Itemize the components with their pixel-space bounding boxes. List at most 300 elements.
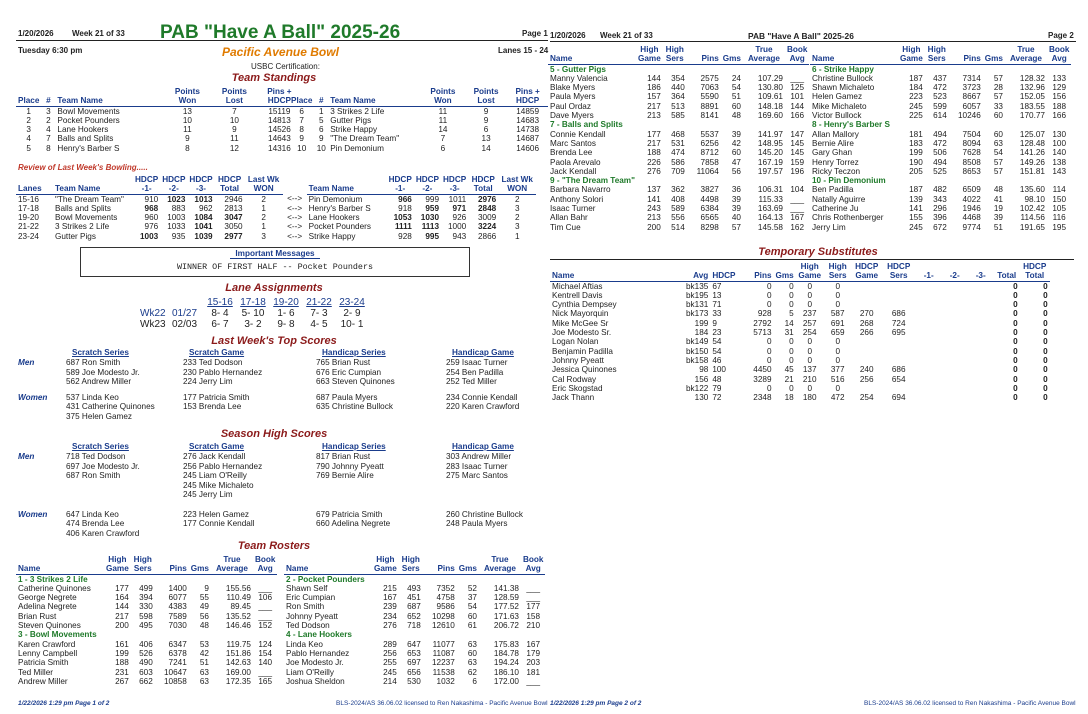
p2-page: Page 2 bbox=[1048, 31, 1074, 40]
p1-lanes: Lanes 15 - 24 bbox=[498, 46, 549, 55]
review-row bbox=[16, 232, 536, 241]
roster-row bbox=[284, 584, 545, 593]
sub-cell: 0 bbox=[1013, 318, 1018, 328]
roster-cell: 40 bbox=[731, 213, 741, 223]
roster-cell: Paula Myers bbox=[550, 92, 596, 102]
sub-cell: 0 bbox=[1013, 365, 1018, 375]
roster-cell: 183.55 bbox=[1019, 101, 1045, 111]
sub-cell bbox=[882, 347, 916, 356]
roster-cell: 362 bbox=[671, 185, 685, 195]
review-row bbox=[16, 222, 536, 231]
roster-cell: ___ bbox=[258, 602, 273, 612]
score-group-label: Men bbox=[18, 358, 35, 367]
roster-cell: 11538 bbox=[432, 667, 455, 677]
roster-cell: 152.05 bbox=[1019, 92, 1045, 102]
sub-cell: 928 bbox=[757, 309, 772, 319]
roster-header: High bbox=[133, 555, 152, 564]
roster-cell: Adelina Negrete bbox=[18, 602, 77, 612]
standings-cell: 3 bbox=[26, 125, 31, 135]
roster-p2-right bbox=[810, 45, 1071, 232]
sub-cell bbox=[852, 281, 882, 291]
roster-cell: Barbara Navarro bbox=[550, 185, 611, 195]
score-entry: 224 Jerry Lim bbox=[183, 377, 233, 386]
review-cell: 2977 bbox=[224, 231, 243, 241]
sub-row bbox=[550, 300, 1050, 309]
roster-cell: 4022 bbox=[962, 194, 981, 204]
roster-row bbox=[810, 223, 1071, 232]
standings-cell: 15119 bbox=[268, 106, 291, 116]
sub-cell bbox=[942, 309, 968, 318]
roster-cell: 101 bbox=[790, 92, 805, 102]
review-cell: 928 bbox=[398, 231, 412, 241]
roster-cell: 164.13 bbox=[757, 213, 783, 223]
roster-cell: Joe Modesto Jr. bbox=[286, 658, 344, 668]
sub-cell bbox=[942, 347, 968, 356]
roster-cell: 12610 bbox=[431, 621, 455, 631]
roster-cell: 179 bbox=[526, 648, 541, 658]
standings-cell: 2 bbox=[46, 115, 51, 125]
review-cell: 19-20 bbox=[18, 213, 39, 223]
roster-cell: 394 bbox=[139, 593, 153, 603]
score-header: Scratch Game bbox=[189, 348, 245, 357]
roster-cell: 213 bbox=[647, 111, 661, 121]
roster-cell: 141.38 bbox=[493, 583, 519, 593]
roster-cell: 474 bbox=[671, 148, 685, 158]
roster-cell: 451 bbox=[407, 593, 421, 603]
roster-cell: 10647 bbox=[163, 667, 187, 677]
sub-cell: 0 bbox=[789, 300, 794, 310]
sub-cell: 0 bbox=[1043, 393, 1048, 403]
roster-cell: Pablo Hernandez bbox=[286, 648, 350, 658]
sub-cell bbox=[852, 291, 882, 300]
sub-cell: 240 bbox=[859, 365, 874, 375]
roster-cell: 62 bbox=[467, 667, 477, 677]
sub-cell: 5713 bbox=[753, 328, 772, 338]
lane-match: 7- 3 bbox=[310, 308, 328, 319]
score-header: Scratch Game bbox=[189, 442, 245, 451]
sub-cell: 377 bbox=[830, 365, 845, 375]
sub-cell: 0 bbox=[1013, 374, 1018, 384]
review-cell: <--> bbox=[287, 194, 303, 204]
roster-row bbox=[16, 621, 277, 630]
score-entry: 220 Karen Crawford bbox=[446, 402, 520, 411]
review-cell: 2866 bbox=[478, 231, 497, 241]
standings-cell: 6 bbox=[319, 125, 324, 135]
roster-header bbox=[983, 45, 1005, 54]
roster-cell: 406 bbox=[139, 639, 153, 649]
roster-cell: 231 bbox=[115, 667, 129, 677]
roster-row bbox=[548, 148, 809, 157]
roster-cell: 243 bbox=[647, 204, 661, 214]
sub-cell: 0 bbox=[1043, 337, 1048, 347]
roster-cell: 166 bbox=[1052, 111, 1067, 121]
roster-cell: 8298 bbox=[700, 222, 719, 232]
roster-cell: 156 bbox=[1052, 92, 1067, 102]
roster-table bbox=[284, 555, 545, 686]
standings-cell: 6 bbox=[440, 143, 446, 153]
sub-cell bbox=[968, 347, 994, 356]
lane-pair-header: 19-20 bbox=[273, 297, 299, 308]
standings-cell: 14 bbox=[438, 125, 448, 135]
roster-cell: 603 bbox=[139, 667, 153, 677]
roster-header bbox=[721, 45, 743, 54]
score-entry: 223 Helen Gamez bbox=[183, 509, 249, 519]
roster-cell: 157 bbox=[647, 92, 661, 102]
roster-cell: 9774 bbox=[962, 222, 981, 232]
review-cell: 968 bbox=[144, 203, 159, 213]
roster-hdr-row bbox=[16, 555, 277, 564]
standings-cell: 14 bbox=[481, 143, 491, 153]
roster-cell: 8891 bbox=[700, 101, 719, 111]
subs-table: High High HDCP HDCP HDCP Name Avg HDCP Pins Gms Game Sers Game Sers -1- -2- -3- Total Total Michael Aftias bk135 67 0 0 0 0 0 0 Kentrell Davis bk195 13 0 0 0 0 0 0 Cynthia Dempsey bk131 71 0 0 0 0 0 0 Nick Mayorquin bk173 33 928 5 237 587 270 686 0 0 Mike McGee Sr 199 9 2792 14 257 691 268 724 0 0 Joe Modesto Sr. 184 23 5713 31 254 659 266 695 0 0 Logan Nolan bk149 54 0 0 0 0 0 0 Benjamin Padilla bk150 54 0 0 0 0 0 0 Johnny Pyeatt bk158 46 0 0 0 0 0 0 Jessica Quinones 98 100 4450 45 137 377 240 686 0 0 Cal Rodway 156 48 3289 21 210 516 256 654 0 0 Eric Skogstad bk122 79 0 0 0 0 0 0 Jack Thann 130 72 2348 18 180 472 254 694 0 0 bbox=[552, 262, 1048, 403]
sub-cell bbox=[942, 300, 968, 309]
sub-cell bbox=[882, 384, 916, 393]
roster-cell: 239 bbox=[383, 602, 397, 612]
score-row bbox=[18, 452, 538, 462]
roster-hdr-row bbox=[548, 54, 809, 64]
roster-cell: 556 bbox=[671, 213, 685, 223]
score-entry: 254 Ben Padilla bbox=[446, 367, 504, 377]
lane-date: 01/27 bbox=[172, 308, 198, 319]
roster-cell: 526 bbox=[139, 648, 153, 658]
sub-cell: 516 bbox=[830, 374, 845, 384]
roster-cell: 256 bbox=[383, 648, 397, 658]
roster-cell: 141 bbox=[647, 194, 661, 204]
standings-cell: 9 bbox=[185, 134, 190, 144]
roster-cell: 203 bbox=[526, 658, 541, 668]
roster-cell: Ben Padilla bbox=[812, 185, 854, 195]
sub-cell bbox=[916, 393, 942, 402]
sub-cell: 130 bbox=[694, 393, 709, 403]
roster-row bbox=[810, 92, 1071, 101]
sub-cell: bk173 bbox=[686, 309, 709, 319]
team-row bbox=[810, 64, 1071, 74]
review-cell: 21-22 bbox=[18, 222, 39, 232]
review-cell: 1003 bbox=[167, 213, 186, 223]
sub-cell: 0 bbox=[1013, 328, 1018, 338]
roster-cell: 408 bbox=[671, 194, 685, 204]
roster-cell: Ted Dodson bbox=[286, 621, 330, 631]
sub-cell bbox=[968, 319, 994, 328]
roster-row bbox=[16, 593, 277, 602]
review-cell: 1033 bbox=[167, 222, 186, 232]
roster-cell: ___ bbox=[258, 583, 273, 593]
review-cell: Pin Demonium bbox=[308, 194, 363, 204]
roster-cell: 187 bbox=[909, 185, 923, 195]
roster-cell: 5537 bbox=[700, 129, 719, 139]
sub-cell: 686 bbox=[891, 309, 906, 319]
lane-match: 9- 8 bbox=[277, 319, 295, 330]
roster-cell: 10858 bbox=[163, 676, 187, 686]
score-entry: 635 Christine Bullock bbox=[316, 402, 393, 411]
roster-cell: 125.07 bbox=[1019, 129, 1045, 139]
standings-row bbox=[289, 106, 548, 116]
score-entry: 256 Pablo Hernandez bbox=[183, 461, 263, 471]
roster-cell: 128.48 bbox=[1019, 138, 1045, 148]
roster-cell: 200 bbox=[115, 621, 129, 631]
roster-cell: ___ bbox=[790, 73, 805, 83]
roster-cell: 3827 bbox=[700, 185, 719, 195]
sub-cell: 54 bbox=[712, 337, 722, 347]
review-cell: 960 bbox=[144, 213, 159, 223]
roster-row bbox=[810, 111, 1071, 120]
roster-cell: 7030 bbox=[168, 621, 187, 631]
roster-cell: 6384 bbox=[700, 204, 719, 214]
standings-cell: 11 bbox=[438, 115, 448, 125]
roster-cell: 141 bbox=[909, 204, 923, 214]
roster-cell: 652 bbox=[407, 611, 421, 621]
roster-cell: 171.63 bbox=[493, 611, 519, 621]
sub-cell: 0 bbox=[1043, 365, 1048, 375]
sub-row bbox=[550, 393, 1050, 402]
roster-row bbox=[810, 185, 1071, 194]
roster-cell: 187 bbox=[909, 73, 923, 83]
roster-table bbox=[16, 555, 277, 686]
roster-header: Game bbox=[106, 564, 129, 574]
score-row bbox=[18, 490, 538, 500]
sub-cell bbox=[916, 309, 942, 318]
standings-cell: 14859 bbox=[516, 106, 540, 116]
roster-cell: 167.19 bbox=[757, 157, 783, 167]
sub-cell: 5 bbox=[789, 309, 794, 319]
roster-cell: 472 bbox=[933, 83, 947, 93]
roster-header: High bbox=[376, 555, 395, 564]
review-cell: 3047 bbox=[224, 213, 243, 223]
roster-header: High bbox=[665, 45, 684, 54]
roster-cell: Dave Myers bbox=[550, 111, 594, 121]
review-cell: Pocket Pounders bbox=[308, 222, 371, 232]
roster-cell: 163.69 bbox=[757, 204, 783, 214]
roster-cell: 106.31 bbox=[757, 185, 783, 195]
score-entry: 303 Andrew Miller bbox=[446, 452, 512, 461]
score-group bbox=[18, 393, 538, 422]
roster-cell: 191.65 bbox=[1019, 222, 1045, 232]
roster-row bbox=[810, 83, 1071, 92]
roster-header: Pins bbox=[423, 564, 457, 574]
roster-cell: 164 bbox=[115, 593, 129, 603]
roster-cell: 718 bbox=[407, 621, 421, 631]
roster-cell: 9586 bbox=[436, 602, 455, 612]
roster-cell: 197.57 bbox=[757, 166, 783, 176]
review-cell: 976 bbox=[144, 222, 159, 232]
standings-cell: "The Dream Team" bbox=[330, 134, 400, 144]
roster-cell: 138 bbox=[1052, 157, 1067, 167]
standings-row bbox=[16, 144, 301, 153]
roster-cell: 214 bbox=[383, 676, 397, 686]
roster-row bbox=[284, 649, 545, 658]
sub-cell: bk195 bbox=[686, 290, 709, 300]
sub-cell: 256 bbox=[859, 374, 874, 384]
roster-cell: Natally Aguirre bbox=[812, 194, 866, 204]
roster-cell: 1400 bbox=[168, 583, 187, 593]
sub-cell: 0 bbox=[789, 355, 794, 365]
p2-rule bbox=[550, 41, 1076, 42]
roster-cell: 531 bbox=[671, 138, 685, 148]
lane-assignments bbox=[140, 297, 369, 330]
sub-cell: 0 bbox=[835, 337, 840, 347]
standings-cell: 11 bbox=[230, 134, 239, 144]
roster-row bbox=[284, 612, 545, 621]
sub-cell: 0 bbox=[1013, 355, 1018, 365]
sub-cell: 0 bbox=[1043, 318, 1048, 328]
roster-hdr-row bbox=[284, 564, 545, 574]
roster-cell: 490 bbox=[139, 658, 153, 668]
sub-cell: 0 bbox=[1013, 300, 1018, 310]
score-entry: 687 Ron Smith bbox=[66, 358, 121, 367]
roster-cell: 184 bbox=[909, 83, 923, 93]
roster-cell: Eric Cumpian bbox=[286, 593, 336, 603]
roster-cell: 172.00 bbox=[493, 676, 519, 686]
score-row bbox=[18, 402, 538, 412]
roster-header: True bbox=[1017, 45, 1035, 54]
sub-cell bbox=[852, 300, 882, 309]
roster-cell: 170.77 bbox=[1019, 111, 1045, 121]
sub-cell: 48 bbox=[712, 374, 722, 384]
roster-header: Pins bbox=[687, 54, 721, 64]
roster-cell: ___ bbox=[526, 676, 541, 686]
roster-row bbox=[548, 130, 809, 139]
sub-cell: 67 bbox=[712, 281, 722, 291]
page-2 bbox=[548, 0, 1088, 714]
lane-assign-title: Lane Assignments bbox=[225, 282, 323, 294]
standings-cell: Henry's Barber S bbox=[57, 143, 120, 153]
temp-subs-title: Temporary Substitutes bbox=[758, 246, 878, 258]
sub-cell: 0 bbox=[835, 300, 840, 310]
roster-cell: 144 bbox=[647, 73, 661, 83]
standings-cell: 9 bbox=[299, 134, 304, 144]
roster-cell: 98.10 bbox=[1024, 194, 1045, 204]
sub-cell: bk150 bbox=[686, 346, 709, 356]
roster-header: Gms bbox=[984, 54, 1003, 64]
sub-cell: 0 bbox=[1043, 374, 1048, 384]
roster-cell: 33 bbox=[993, 101, 1003, 111]
sub-cell bbox=[968, 365, 994, 374]
roster-cell: 39 bbox=[731, 129, 741, 139]
roster-cell: 148.95 bbox=[757, 138, 783, 148]
sub-cell: 0 bbox=[835, 383, 840, 393]
sub-row bbox=[550, 384, 1050, 393]
standings-cell: 6 bbox=[483, 125, 489, 135]
sub-cell: Joe Modesto Sr. bbox=[552, 328, 612, 338]
sub-row bbox=[550, 375, 1050, 384]
roster-cell: Christine Bullock bbox=[812, 73, 873, 83]
score-entry: 153 Brenda Lee bbox=[183, 402, 242, 411]
roster-cell: 10246 bbox=[957, 111, 981, 121]
score-entry: 765 Brian Rust bbox=[316, 358, 371, 367]
sub-cell: 14 bbox=[784, 318, 794, 328]
roster-cell: 51 bbox=[199, 658, 209, 668]
roster-header: Game bbox=[374, 564, 397, 574]
roster-cell: ___ bbox=[790, 204, 805, 214]
roster-header: Sers bbox=[925, 54, 949, 64]
roster-row bbox=[284, 621, 545, 630]
standings-cell: 3 bbox=[46, 106, 51, 116]
roster-cell: 162 bbox=[790, 222, 805, 232]
score-header: Handicap Series bbox=[322, 442, 386, 451]
score-entry: 687 Ron Smith bbox=[66, 471, 121, 480]
roster-cell: ___ bbox=[258, 611, 273, 621]
standings-cell: 5 bbox=[26, 143, 31, 153]
review-cell: 17-18 bbox=[18, 203, 39, 213]
roster-header: Name bbox=[548, 54, 636, 64]
team-row bbox=[548, 64, 809, 74]
roster-cell: 7589 bbox=[168, 611, 187, 621]
roster-cell: 102.42 bbox=[1019, 204, 1045, 214]
sub-cell bbox=[916, 291, 942, 300]
roster-cell: 226 bbox=[647, 157, 661, 167]
roster-row bbox=[548, 223, 809, 232]
lane-row bbox=[140, 308, 369, 319]
review-cell: 1 bbox=[261, 203, 266, 213]
sub-cell: 237 bbox=[802, 309, 817, 319]
review-table: HDCP HDCP HDCP HDCP Last Wk HDCP HDCP HDCP HDCP Last Wk Lanes Team Name -1- -2- -3- Total WON Team Name -1- -2- -3- Total WON 15-16 "The Dream Team" 910 1023 1013 2946 2 <--> Pin Demonium 966 999 1011 2976 2 17-18 Balls and Splits 968 883 962 2813 1 <--> Henry's Barber S 918 959 971 2848 3 19-20 Bowl Movements 960 1003 1084 3047 2 <--> Lane Hookers 1053 1030 926 3009 2 21-22 3 Strikes 2 Life 976 1033 1041 3050 1 <--> Pocket Pounders 1111 1113 1000 3224 3 23-24 Gutter Pigs 1003 935 1039 2977 3 <--> Strike Happy 928 995 943 2866 1 bbox=[16, 175, 536, 241]
sub-cell: 0 bbox=[789, 281, 794, 291]
sub-cell bbox=[916, 281, 942, 291]
roster-cell: 598 bbox=[139, 611, 153, 621]
sub-cell bbox=[968, 309, 994, 318]
roster-cell: 513 bbox=[671, 101, 685, 111]
roster-header: Book bbox=[522, 555, 544, 564]
roster-cell: 167 bbox=[526, 639, 541, 649]
score-entry: 660 Adelina Negrete bbox=[316, 519, 391, 528]
roster-cell: Ron Smith bbox=[286, 602, 325, 612]
roster-cell: 145.20 bbox=[757, 148, 783, 158]
review-cell: 966 bbox=[398, 194, 412, 204]
sub-cell bbox=[852, 356, 882, 365]
roster-header: Average bbox=[211, 564, 253, 574]
sub-cell: 691 bbox=[830, 318, 845, 328]
standings-cell: Balls and Splits bbox=[57, 134, 114, 144]
team-row bbox=[284, 630, 545, 639]
sub-cell: 695 bbox=[891, 328, 906, 338]
lane-match: 5- 10 bbox=[241, 308, 265, 319]
roster-row bbox=[284, 602, 545, 611]
roster-cell: Victor Bullock bbox=[812, 111, 862, 121]
score-row bbox=[18, 358, 538, 368]
sub-cell bbox=[852, 337, 882, 346]
sub-cell bbox=[852, 384, 882, 393]
roster-cell: 7628 bbox=[962, 148, 981, 158]
roster-cell: 8653 bbox=[962, 166, 981, 176]
standings-row bbox=[289, 125, 548, 134]
roster-cell: 169.00 bbox=[225, 667, 251, 677]
roster-cell: Catherine Ju bbox=[812, 204, 859, 214]
roster-cell: 697 bbox=[407, 658, 421, 668]
roster-cell: 8141 bbox=[700, 111, 719, 121]
team-name: 2 - Pocket Pounders bbox=[286, 574, 365, 584]
roster-cell: Tim Cue bbox=[550, 222, 581, 232]
review-cell: 2946 bbox=[224, 194, 243, 204]
review-cell: 15-16 bbox=[18, 194, 39, 204]
sub-cell: 270 bbox=[859, 309, 874, 319]
sub-cell: 184 bbox=[694, 328, 709, 338]
roster-cell: 41 bbox=[993, 194, 1003, 204]
roster-cell: 181 bbox=[909, 129, 923, 139]
roster-cell: 172.35 bbox=[225, 676, 251, 686]
season-high-title: Season High Scores bbox=[220, 428, 328, 440]
review-cell: Gutter Pigs bbox=[55, 231, 96, 241]
roster-cell: 54 bbox=[467, 602, 477, 612]
roster-cell: Shawn Michaleto bbox=[812, 83, 875, 93]
team-name: 9 - "The Dream Team" bbox=[550, 176, 635, 186]
sub-cell bbox=[942, 393, 968, 402]
review-cell: 1053 bbox=[393, 213, 412, 223]
roster-cell: 57 bbox=[993, 166, 1003, 176]
roster-cell: 63 bbox=[467, 658, 477, 668]
review-cell: 2813 bbox=[224, 203, 243, 213]
roster-cell: Paola Arevalo bbox=[550, 157, 601, 167]
score-row bbox=[18, 412, 538, 422]
